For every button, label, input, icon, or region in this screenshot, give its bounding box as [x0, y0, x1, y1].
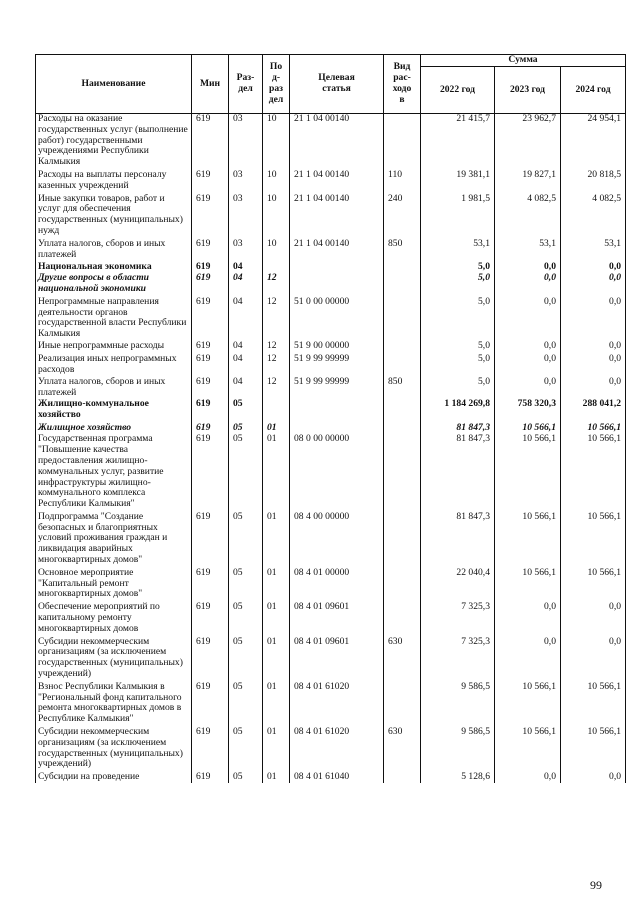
cell-min: 619: [192, 354, 229, 378]
cell-vid: [384, 423, 421, 435]
cell-name: Обеспечение мероприятий по капитальному ремонту многоквартирных домов: [36, 602, 192, 636]
cell-2024: 53,1: [561, 239, 626, 263]
cell-name: Иные закупки товаров, работ и услуг для обеспечения государственных (муниципальных) нужд: [36, 194, 192, 239]
cell-2024: 10 566,1: [561, 682, 626, 727]
cell-name: Взнос Республики Калмыкия в "Региональный фонд капитального ремонта многоквартирных домов в Республике Калмыкия": [36, 682, 192, 727]
cell-min: 619: [192, 297, 229, 341]
cell-2022: 81 847,3: [421, 423, 495, 435]
table-row: [36, 297, 626, 341]
cell-name: Основное мероприятие "Капитальный ремонт многоквартирных домов": [36, 568, 192, 602]
cell-vid: [384, 297, 421, 341]
cell-target: 51 9 99 99999: [290, 377, 384, 399]
cell-target: 21 1 04 00140: [290, 170, 384, 194]
cell-2023: 0,0: [495, 377, 561, 399]
cell-min: 619: [192, 682, 229, 727]
cell-2022: 5 128,6: [421, 772, 495, 783]
cell-razdel: 05: [229, 637, 263, 682]
cell-2024: 4 082,5: [561, 194, 626, 239]
table-row: [36, 682, 626, 727]
cell-razdel: 05: [229, 568, 263, 602]
cell-name: Непрограммные направления деятельности органов государственной власти Республики Калмыкия: [36, 297, 192, 341]
table-row: [36, 512, 626, 568]
cell-2022: 1 981,5: [421, 194, 495, 239]
cell-vid: [384, 434, 421, 512]
cell-name: Субсидии некоммерческим организациям (за исключением государственных (муниципальных) учреждений): [36, 637, 192, 682]
cell-target: [290, 262, 384, 273]
cell-target: 21 1 04 00140: [290, 114, 384, 170]
cell-podrazdel: [263, 399, 290, 423]
cell-vid: [384, 354, 421, 378]
cell-2024: 10 566,1: [561, 512, 626, 568]
cell-name: Расходы на оказание государственных услуг (выполнение работ) государственными учреждениями Республики Калмыкия: [36, 114, 192, 170]
cell-target: 08 4 01 61020: [290, 727, 384, 772]
col-header-2022: 2022 год: [421, 67, 495, 114]
cell-2023: 10 566,1: [495, 568, 561, 602]
cell-podrazdel: 12: [263, 273, 290, 297]
cell-2022: 21 415,7: [421, 114, 495, 170]
cell-target: [290, 273, 384, 297]
cell-2022: 7 325,3: [421, 602, 495, 636]
cell-podrazdel: 10: [263, 114, 290, 170]
cell-target: 21 1 04 00140: [290, 239, 384, 263]
cell-2023: 10 566,1: [495, 512, 561, 568]
cell-razdel: 05: [229, 682, 263, 727]
col-header-name: Наименование: [36, 55, 192, 114]
cell-min: 619: [192, 602, 229, 636]
cell-2024: 0,0: [561, 602, 626, 636]
cell-razdel: 05: [229, 727, 263, 772]
cell-target: 51 9 99 99999: [290, 354, 384, 378]
col-header-target: Целевая статья: [290, 55, 384, 114]
cell-min: 619: [192, 637, 229, 682]
cell-target: 08 4 01 00000: [290, 568, 384, 602]
cell-2024: 0,0: [561, 341, 626, 354]
cell-razdel: 04: [229, 262, 263, 273]
cell-2024: 0,0: [561, 262, 626, 273]
cell-vid: [384, 682, 421, 727]
cell-2024: 0,0: [561, 273, 626, 297]
table-row: [36, 170, 626, 194]
cell-podrazdel: 01: [263, 568, 290, 602]
cell-vid: 630: [384, 727, 421, 772]
table-row: [36, 341, 626, 354]
table-header: [36, 55, 626, 114]
cell-2023: 0,0: [495, 341, 561, 354]
col-header-razdel: Раз- дел: [229, 55, 263, 114]
cell-2023: 19 827,1: [495, 170, 561, 194]
cell-vid: [384, 568, 421, 602]
cell-razdel: 03: [229, 170, 263, 194]
cell-min: 619: [192, 114, 229, 170]
cell-target: 08 4 01 09601: [290, 602, 384, 636]
cell-razdel: 05: [229, 772, 263, 783]
cell-2022: 81 847,3: [421, 434, 495, 512]
cell-2024: 10 566,1: [561, 423, 626, 435]
cell-razdel: 03: [229, 114, 263, 170]
cell-2022: 7 325,3: [421, 637, 495, 682]
cell-podrazdel: 01: [263, 434, 290, 512]
cell-vid: 630: [384, 637, 421, 682]
cell-podrazdel: 10: [263, 239, 290, 263]
cell-podrazdel: 01: [263, 602, 290, 636]
cell-2024: 0,0: [561, 637, 626, 682]
cell-2022: 81 847,3: [421, 512, 495, 568]
col-header-sum: Сумма: [421, 55, 626, 67]
cell-2024: 0,0: [561, 354, 626, 378]
cell-target: 08 4 01 61040: [290, 772, 384, 783]
cell-name: Жилищное хозяйство: [36, 423, 192, 435]
cell-2024: 10 566,1: [561, 727, 626, 772]
cell-min: 619: [192, 239, 229, 263]
cell-2023: 4 082,5: [495, 194, 561, 239]
cell-2023: 758 320,3: [495, 399, 561, 423]
cell-2023: 10 566,1: [495, 423, 561, 435]
cell-podrazdel: 12: [263, 297, 290, 341]
cell-razdel: 05: [229, 423, 263, 435]
cell-min: 619: [192, 727, 229, 772]
table-row: [36, 273, 626, 297]
cell-2022: 5,0: [421, 273, 495, 297]
cell-2024: 0,0: [561, 377, 626, 399]
cell-name: Уплата налогов, сборов и иных платежей: [36, 239, 192, 263]
cell-podrazdel: 10: [263, 170, 290, 194]
cell-2023: 0,0: [495, 772, 561, 783]
cell-min: 619: [192, 273, 229, 297]
cell-vid: [384, 512, 421, 568]
cell-razdel: 05: [229, 434, 263, 512]
cell-2022: 22 040,4: [421, 568, 495, 602]
cell-2022: 5,0: [421, 341, 495, 354]
cell-min: 619: [192, 434, 229, 512]
cell-vid: [384, 114, 421, 170]
cell-name: Национальная экономика: [36, 262, 192, 273]
col-header-podrazdel: По д- раз дел: [263, 55, 290, 114]
cell-target: 08 0 00 00000: [290, 434, 384, 512]
cell-2022: 1 184 269,8: [421, 399, 495, 423]
col-header-vid: Вид рас- ходо в: [384, 55, 421, 114]
cell-podrazdel: 01: [263, 682, 290, 727]
table-row: [36, 727, 626, 772]
cell-razdel: 05: [229, 602, 263, 636]
cell-2024: 10 566,1: [561, 568, 626, 602]
cell-name: Подпрограмма "Создание безопасных и благоприятных условий проживания граждан и ликвидация аварийных многоквартирных домов": [36, 512, 192, 568]
table-row: [36, 399, 626, 423]
cell-podrazdel: 12: [263, 377, 290, 399]
cell-name: Реализация иных непрограммных расходов: [36, 354, 192, 378]
cell-target: 51 9 00 00000: [290, 341, 384, 354]
cell-vid: 850: [384, 239, 421, 263]
cell-razdel: 05: [229, 512, 263, 568]
cell-2022: 5,0: [421, 377, 495, 399]
table-row: [36, 602, 626, 636]
cell-vid: [384, 341, 421, 354]
cell-2023: 0,0: [495, 602, 561, 636]
cell-name: Государственная программа "Повышение качества предоставления жилищно-коммунальных услуг, развитие инфраструктуры жилищно-коммунального комплекса Республики Калмыкия": [36, 434, 192, 512]
cell-2023: 23 962,7: [495, 114, 561, 170]
cell-min: 619: [192, 423, 229, 435]
cell-2022: 19 381,1: [421, 170, 495, 194]
cell-vid: [384, 399, 421, 423]
cell-min: 619: [192, 512, 229, 568]
cell-2023: 53,1: [495, 239, 561, 263]
cell-min: 619: [192, 377, 229, 399]
col-header-min: Мин: [192, 55, 229, 114]
cell-podrazdel: 12: [263, 354, 290, 378]
cell-name: Расходы на выплаты персоналу казенных учреждений: [36, 170, 192, 194]
cell-2023: 0,0: [495, 354, 561, 378]
cell-2023: 10 566,1: [495, 727, 561, 772]
cell-vid: [384, 602, 421, 636]
cell-target: [290, 399, 384, 423]
cell-min: 619: [192, 568, 229, 602]
cell-podrazdel: 10: [263, 194, 290, 239]
cell-min: 619: [192, 399, 229, 423]
cell-podrazdel: 12: [263, 341, 290, 354]
table-row: [36, 377, 626, 399]
cell-2024: 10 566,1: [561, 434, 626, 512]
cell-razdel: 04: [229, 377, 263, 399]
cell-target: 21 1 04 00140: [290, 194, 384, 239]
cell-2023: 10 566,1: [495, 682, 561, 727]
cell-target: 08 4 01 61020: [290, 682, 384, 727]
table-row: [36, 434, 626, 512]
cell-podrazdel: 01: [263, 423, 290, 435]
cell-name: Уплата налогов, сборов и иных платежей: [36, 377, 192, 399]
cell-2022: 9 586,5: [421, 682, 495, 727]
table-row: [36, 772, 626, 783]
cell-2022: 5,0: [421, 297, 495, 341]
cell-razdel: 04: [229, 354, 263, 378]
cell-2023: 0,0: [495, 273, 561, 297]
cell-2024: 0,0: [561, 772, 626, 783]
cell-2022: 9 586,5: [421, 727, 495, 772]
cell-razdel: 05: [229, 399, 263, 423]
cell-2024: 24 954,1: [561, 114, 626, 170]
col-header-2024: 2024 год: [561, 67, 626, 114]
cell-name: Другие вопросы в области национальной экономики: [36, 273, 192, 297]
cell-razdel: 04: [229, 341, 263, 354]
cell-target: 08 4 01 09601: [290, 637, 384, 682]
cell-name: Иные непрограммные расходы: [36, 341, 192, 354]
cell-min: 619: [192, 772, 229, 783]
cell-2024: 20 818,5: [561, 170, 626, 194]
cell-vid: [384, 273, 421, 297]
cell-min: 619: [192, 194, 229, 239]
cell-vid: 850: [384, 377, 421, 399]
cell-vid: [384, 772, 421, 783]
cell-target: 08 4 00 00000: [290, 512, 384, 568]
budget-page: [35, 54, 625, 783]
cell-podrazdel: 01: [263, 637, 290, 682]
cell-2022: 5,0: [421, 354, 495, 378]
cell-2023: 0,0: [495, 637, 561, 682]
table-row: [36, 239, 626, 263]
table-row: [36, 637, 626, 682]
page-number: 99: [590, 878, 602, 892]
cell-podrazdel: 01: [263, 512, 290, 568]
budget-table: [35, 54, 626, 783]
cell-razdel: 03: [229, 194, 263, 239]
cell-2024: 0,0: [561, 297, 626, 341]
cell-2023: 0,0: [495, 297, 561, 341]
cell-podrazdel: 01: [263, 727, 290, 772]
cell-2022: 53,1: [421, 239, 495, 263]
cell-2023: 0,0: [495, 262, 561, 273]
cell-min: 619: [192, 170, 229, 194]
cell-vid: 240: [384, 194, 421, 239]
cell-2023: 10 566,1: [495, 434, 561, 512]
table-row: [36, 114, 626, 170]
cell-name: Субсидии на проведение: [36, 772, 192, 783]
cell-name: Жилищно-коммунальное хозяйство: [36, 399, 192, 423]
table-row: [36, 194, 626, 239]
cell-razdel: 04: [229, 297, 263, 341]
cell-target: 51 0 00 00000: [290, 297, 384, 341]
cell-min: 619: [192, 262, 229, 273]
table-row: [36, 354, 626, 378]
cell-podrazdel: 01: [263, 772, 290, 783]
cell-2022: 5,0: [421, 262, 495, 273]
cell-2024: 288 041,2: [561, 399, 626, 423]
table-body: [36, 114, 626, 784]
cell-razdel: 04: [229, 273, 263, 297]
cell-vid: 110: [384, 170, 421, 194]
cell-name: Субсидии некоммерческим организациям (за исключением государственных (муниципальных) учреждений): [36, 727, 192, 772]
cell-min: 619: [192, 341, 229, 354]
table-row: [36, 568, 626, 602]
cell-razdel: 03: [229, 239, 263, 263]
col-header-2023: 2023 год: [495, 67, 561, 114]
cell-vid: [384, 262, 421, 273]
